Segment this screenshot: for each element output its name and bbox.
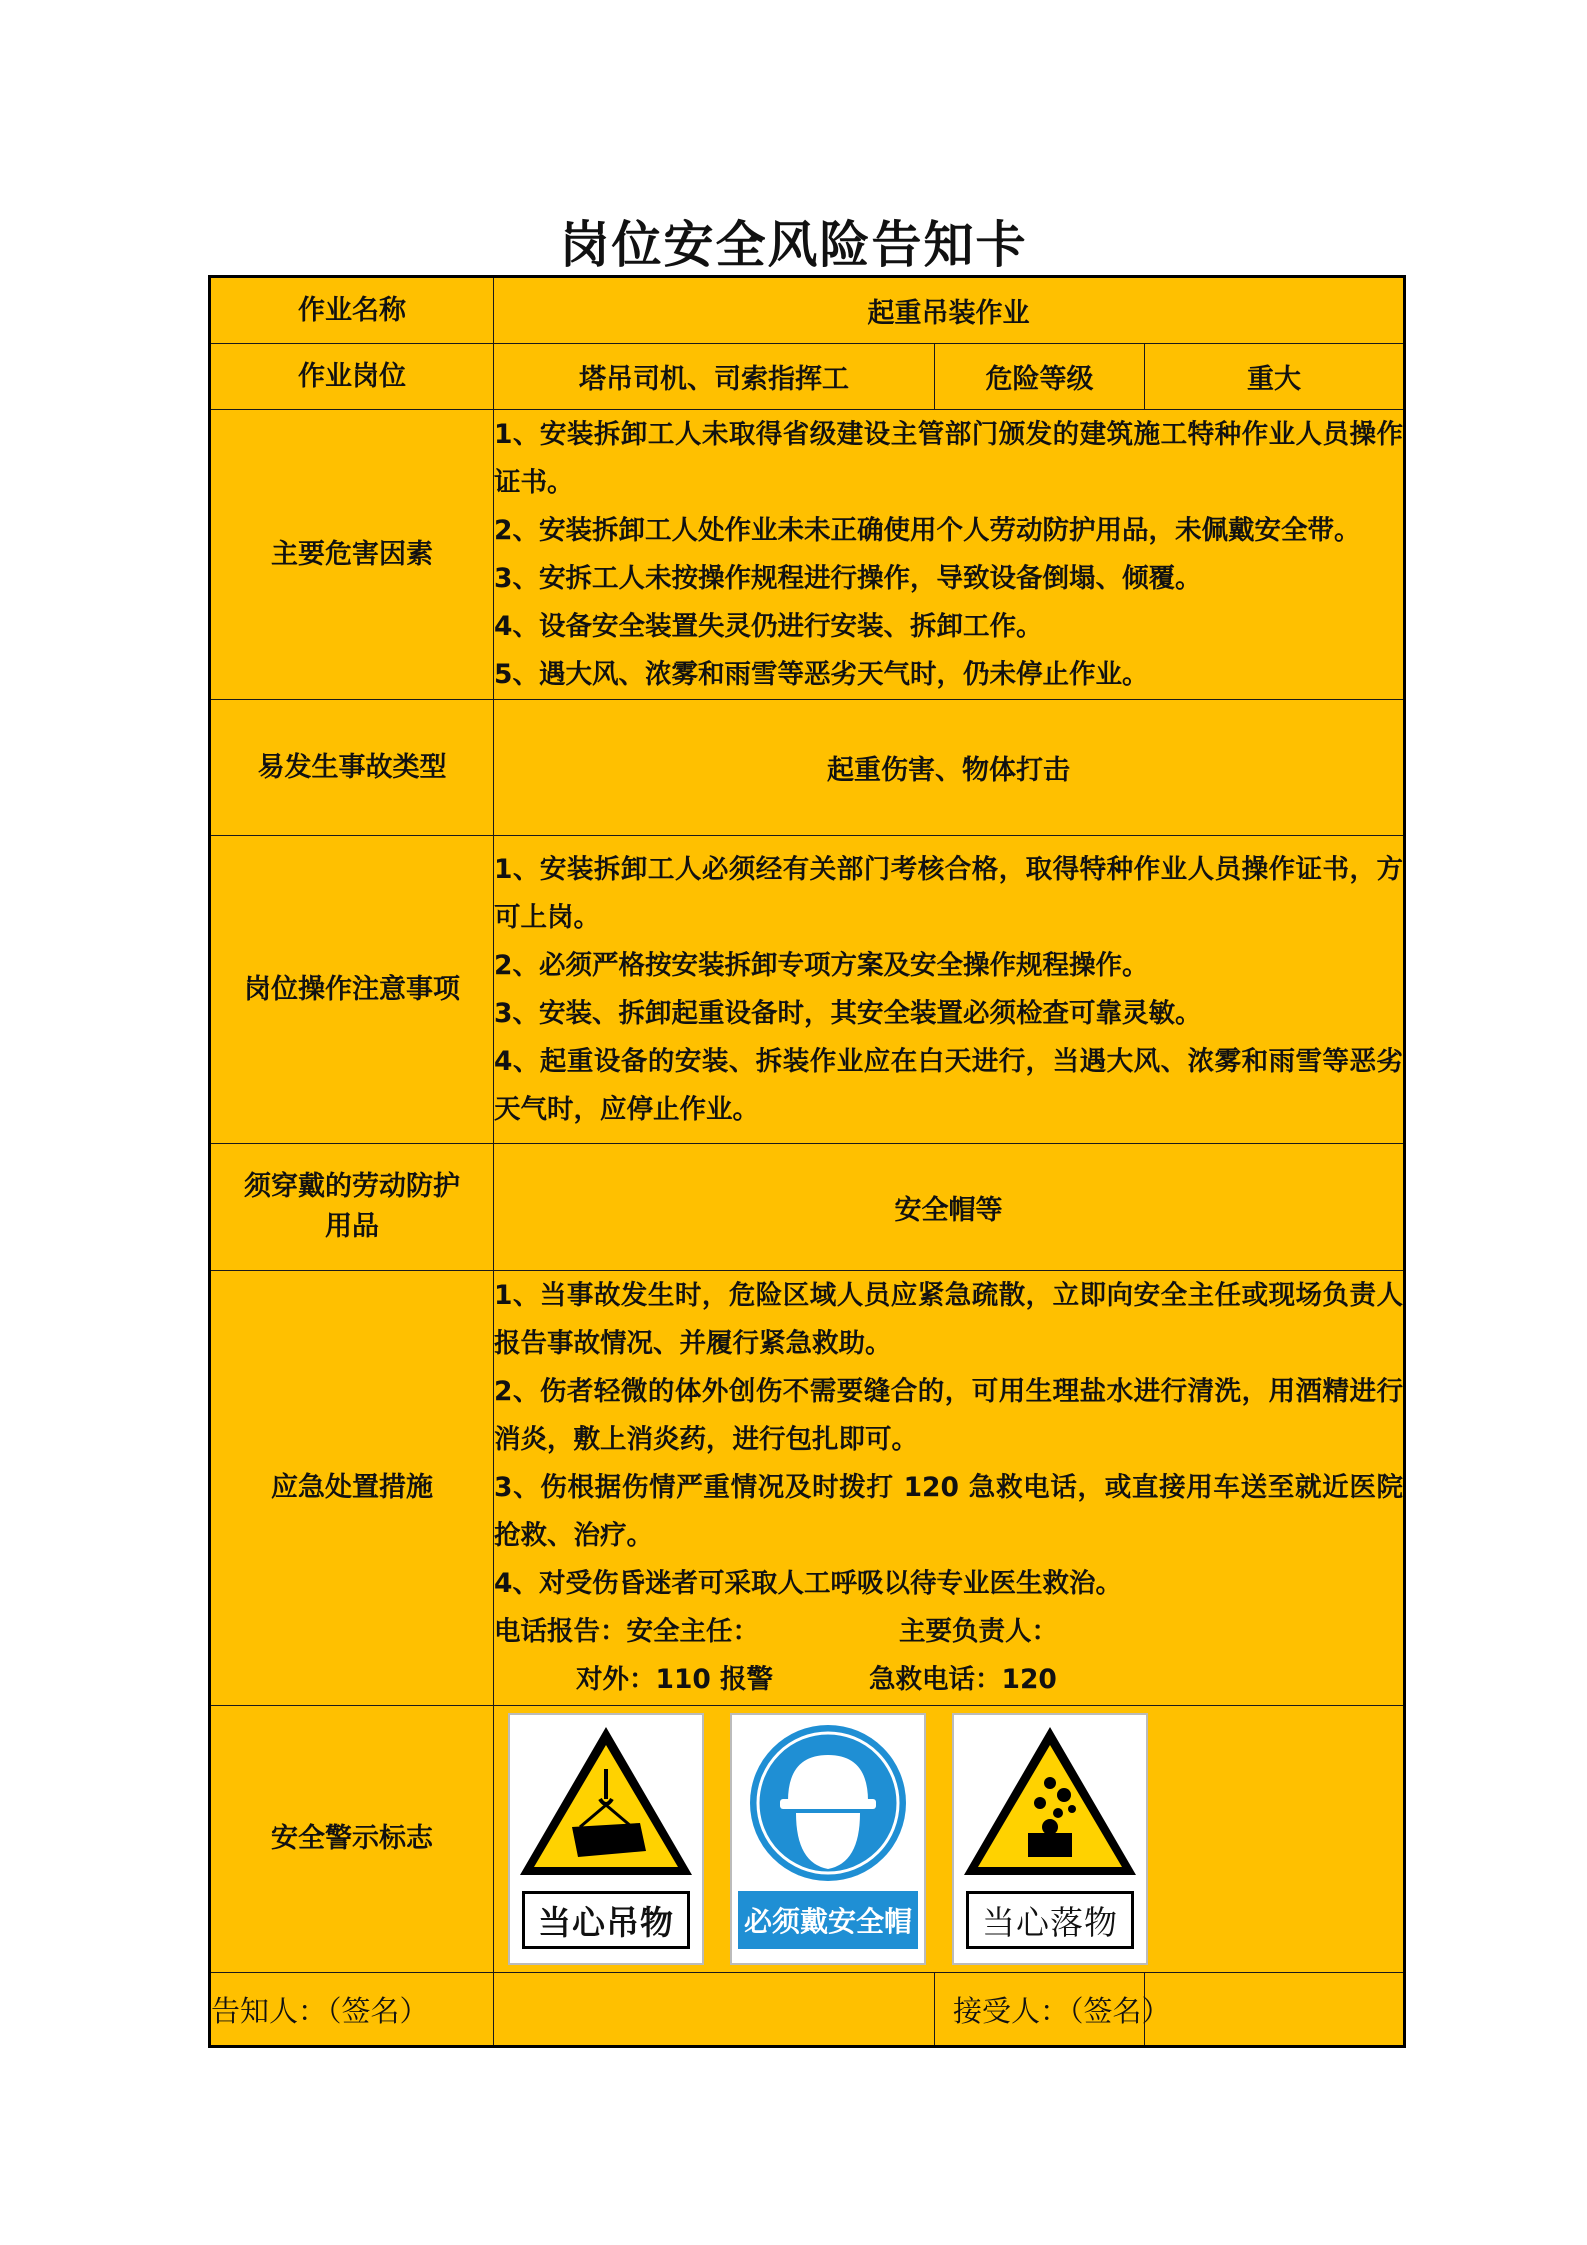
list-item: 2、安装拆卸工人处作业未未正确使用个人劳动防护用品，未佩戴安全带。 xyxy=(494,514,1361,546)
job-name-value: 起重吊装作业 xyxy=(494,277,1405,344)
phone-report-line xyxy=(494,1608,1403,1656)
accident-type-label: 易发生事故类型 xyxy=(210,700,494,836)
phone-external: 对外：110 报警 xyxy=(576,1664,774,1695)
row-job-name xyxy=(210,277,1405,344)
list-item: 1、当事故发生时，危险区域人员应紧急疏散，立即向安全主任或现场负责人报告事故情况、并履行紧急救助。 xyxy=(494,1280,1404,1359)
emergency-label: 应急处置措施 xyxy=(210,1271,494,1706)
receiver-signature-label: 接受人：（签名） xyxy=(935,1973,1145,2047)
falling-objects-warning-icon xyxy=(954,1715,1146,1885)
row-signs xyxy=(210,1706,1405,1973)
list-item: 1、安装拆卸工人必须经有关部门考核合格，取得特种作业人员操作证书，方可上岗。 xyxy=(494,853,1404,933)
phone-report-head: 主要负责人： xyxy=(899,1616,1058,1647)
hazards-label: 主要危害因素 xyxy=(210,410,494,700)
list-item: 4、起重设备的安装、拆装作业应在白天进行，当遇大风、浓雾和雨雪等恶劣天气时，应停止作业。 xyxy=(494,1045,1404,1125)
list-item: 3、安装、拆卸起重设备时，其安全装置必须检查可靠灵敏。 xyxy=(494,997,1202,1029)
row-job-post xyxy=(210,344,1405,410)
sign-hard-hat xyxy=(730,1713,926,1965)
phone-numbers-line xyxy=(494,1656,1403,1704)
phone-rescue: 急救电话：120 xyxy=(869,1664,1057,1695)
accident-type-value: 起重伤害、物体打击 xyxy=(494,700,1405,836)
signs-label: 安全警示标志 xyxy=(210,1706,494,1973)
precautions-label: 岗位操作注意事项 xyxy=(210,836,494,1144)
signs-cell xyxy=(494,1706,1405,1973)
risk-notice-table xyxy=(208,275,1406,2048)
list-item: 3、伤根据伤情严重情况及时拨打 120 急救电话，或直接用车送至就近医院抢救、治疗。 xyxy=(494,1472,1404,1551)
row-emergency xyxy=(210,1271,1405,1706)
list-item: 4、设备安全装置失灵仍进行安装、拆卸工作。 xyxy=(494,610,1043,642)
hazards-list xyxy=(494,410,1405,700)
list-item: 5、遇大风、浓雾和雨雪等恶劣天气时，仍未停止作业。 xyxy=(494,658,1149,690)
receiver-signature-field[interactable] xyxy=(1145,1973,1405,2047)
emergency-list xyxy=(494,1271,1405,1706)
list-item: 4、对受伤昏迷者可采取人工呼吸以待专业医生救治。 xyxy=(494,1568,1122,1599)
job-post-value: 塔吊司机、司索指挥工 xyxy=(494,344,935,410)
danger-level-label: 危险等级 xyxy=(935,344,1145,410)
list-item: 1、安装拆卸工人未取得省级建设主管部门颁发的建筑施工特种作业人员操作证书。 xyxy=(494,418,1404,498)
sign-label: 当心落物 xyxy=(966,1891,1134,1949)
sign-falling-load xyxy=(508,1713,704,1965)
sign-label: 必须戴安全帽 xyxy=(738,1891,918,1949)
list-item: 3、安拆工人未按操作规程进行操作，导致设备倒塌、倾覆。 xyxy=(494,562,1202,594)
precautions-list xyxy=(494,836,1405,1144)
sign-falling-objects xyxy=(952,1713,1148,1965)
job-name-label: 作业名称 xyxy=(210,277,494,344)
phone-report-safety: 电话报告：安全主任： xyxy=(494,1616,759,1647)
list-item: 2、伤者轻微的体外创伤不需要缝合的，可用生理盐水进行清洗，用酒精进行消炎，敷上消炎药，进行包扎即可。 xyxy=(494,1376,1404,1455)
list-item: 2、必须严格按安装拆卸专项方案及安全操作规程操作。 xyxy=(494,949,1149,981)
danger-level-value: 重大 xyxy=(1145,344,1405,410)
falling-load-warning-icon xyxy=(510,1715,702,1885)
notifier-signature-label: 告知人：（签名） xyxy=(210,1973,494,2047)
page-title: 岗位安全风险告知卡 xyxy=(559,216,1028,274)
ppe-value: 安全帽等 xyxy=(494,1144,1405,1271)
row-ppe xyxy=(210,1144,1405,1271)
row-signature xyxy=(210,1973,1405,2047)
hard-hat-mandatory-icon xyxy=(732,1715,924,1885)
notifier-signature-field[interactable] xyxy=(494,1973,935,2047)
row-accident-type xyxy=(210,700,1405,836)
row-precautions xyxy=(210,836,1405,1144)
row-hazards xyxy=(210,410,1405,700)
ppe-label: 须穿戴的劳动防护用品 xyxy=(210,1144,494,1271)
job-post-label: 作业岗位 xyxy=(210,344,494,410)
sign-label: 当心吊物 xyxy=(522,1891,690,1949)
